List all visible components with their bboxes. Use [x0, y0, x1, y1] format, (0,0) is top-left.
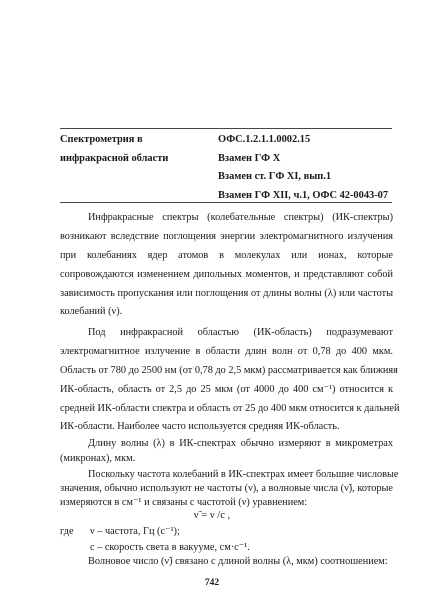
header-title-line: инфракрасной области [60, 152, 169, 164]
text-line: ИК-область, область от 2,5 до 25 мкм (от 4000 до 400 см⁻¹) относится к [60, 383, 393, 395]
legend-line: ν – частота, Гц (с⁻¹); [90, 526, 180, 537]
header-title-line: Спектрометрия в [60, 134, 143, 145]
text-line: зависимость пропускания или поглощения от длины волны (λ) или частоты [60, 287, 393, 299]
header-title [60, 131, 210, 168]
header-top-rule [60, 128, 392, 129]
text-line: средней ИК-области спектра и область от 25 до 400 мкм относится к дальней [60, 402, 400, 414]
text-line: при колебаниях ядер атомов в молекулах или ионах, которые [60, 249, 393, 261]
replaces-line: Взамен ст. ГФ XI, вып.1 [218, 171, 332, 182]
paragraph-wavenumber [60, 468, 399, 510]
text-line: возникают вследствие поглощения энергии электромагнитного излучения [60, 230, 393, 242]
paragraph-intro [60, 209, 393, 322]
text-line: значения, обычно используют не частоты (ν), а волновые числа (ν̃), которые [60, 483, 393, 494]
formula-legend [60, 524, 250, 555]
text-line: электромагнитное излучение в области длин волн от 0,78 до 400 мкм. [60, 345, 393, 357]
paragraph-ir-region [60, 324, 400, 437]
legend-line: c – скорость света в вакууме, см·с⁻¹. [90, 541, 250, 553]
document-code: ОФС.1.2.1.1.0002.15 [218, 134, 311, 145]
text-line: Под инфракрасной областью (ИК-область) подразумевают [88, 327, 393, 338]
header-meta [218, 131, 408, 205]
text-line: колебаний (ν). [60, 306, 123, 318]
text-line: ИК-области. Наиболее часто используется средняя ИК-область. [60, 421, 340, 433]
text-line: сопровождаются изменением дипольных моментов, и представляют собой [60, 268, 393, 280]
replaces-line: Взамен ГФ X [218, 152, 281, 164]
text-line: Область от 780 до 2500 нм (от 0,78 до 2,5 мкм) рассматривается как ближняя [60, 364, 398, 376]
text-line: Поскольку частота колебаний в ИК-спектрах имеет большие числовые [88, 469, 399, 480]
legend-label: где [60, 526, 74, 537]
formula-wavenumber: ν̃ = ν /c , [193, 510, 231, 521]
header-bottom-rule [60, 202, 392, 203]
text-line: Длину волны (λ) в ИК-спектрах обычно измеряют в микрометрах [88, 438, 393, 449]
text-line: (микронах), мкм. [60, 453, 136, 464]
paragraph-tail: Волновое число (ν̃) связано с длиной волны (λ, мкм) соотношением: [88, 556, 388, 567]
page-number: 742 [204, 578, 220, 588]
text-line: измеряются в см⁻¹ и связаны с частотой (ν) уравнением: [60, 497, 308, 508]
text-line: Инфракрасные спектры (колебательные спектры) (ИК-спектры) [88, 212, 393, 223]
replaces-line: Взамен ГФ XII, ч.1, ОФС 42-0043-07 [218, 189, 389, 201]
paragraph-wavelength [60, 436, 393, 466]
